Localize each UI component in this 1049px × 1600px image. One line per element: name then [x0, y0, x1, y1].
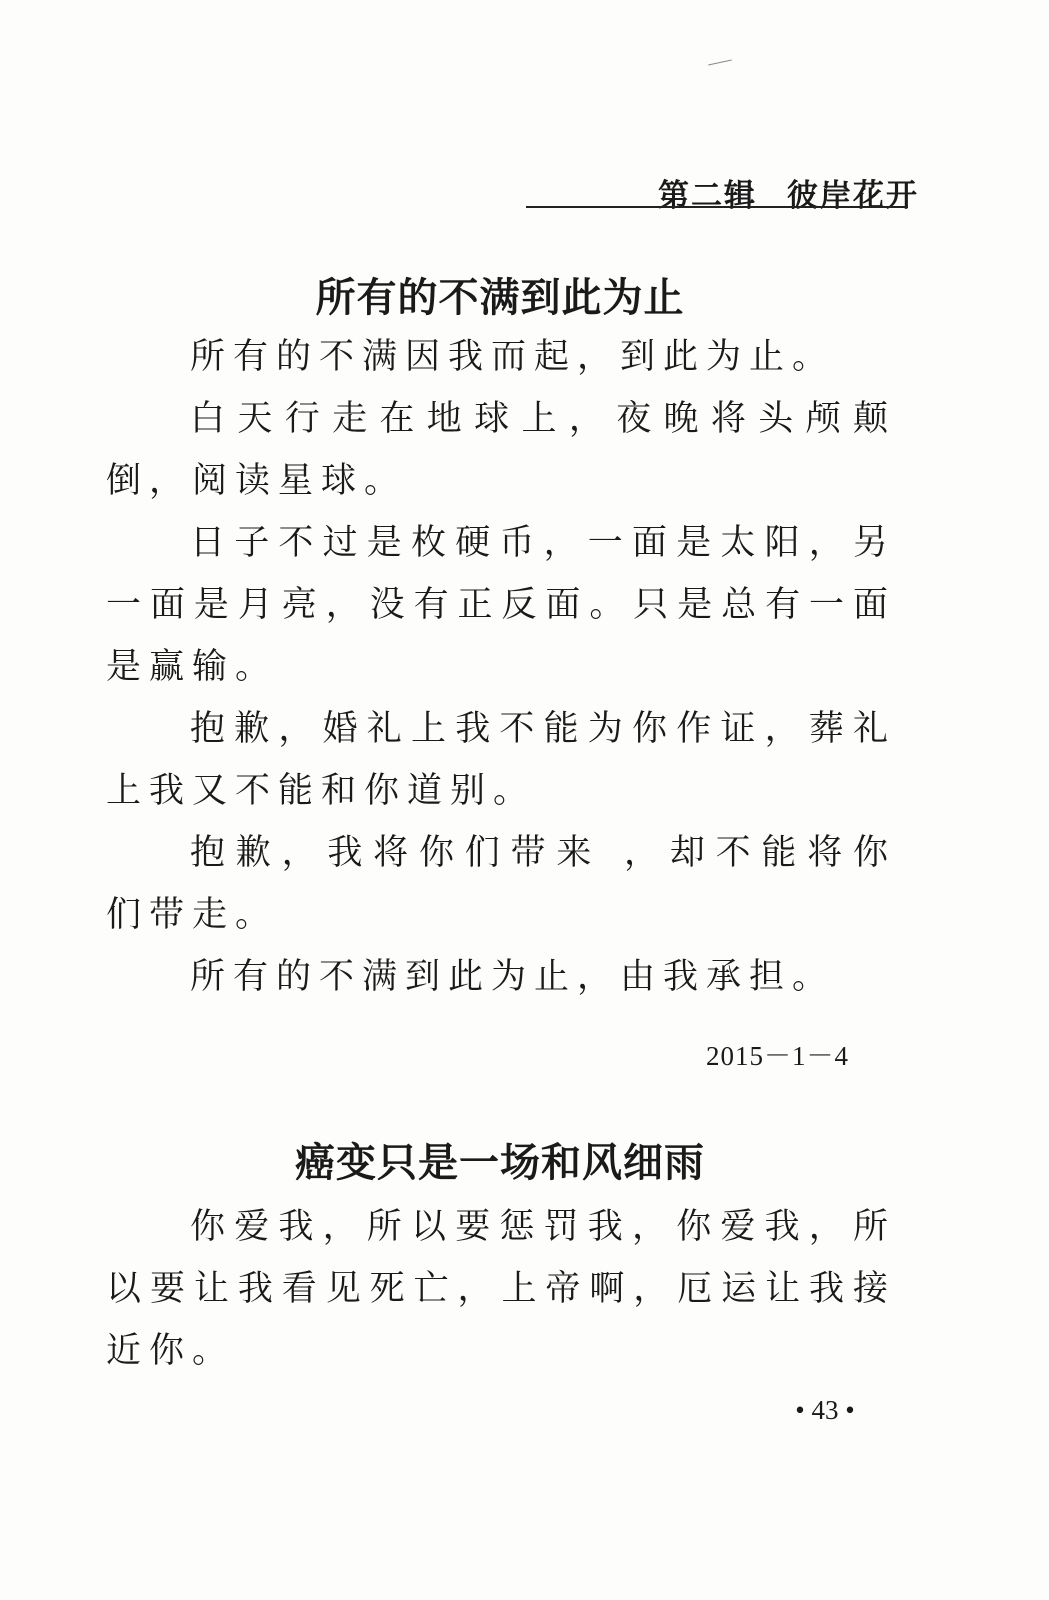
- section-body: [106, 326, 896, 1008]
- paragraph: 所有的不满到此为止，由我承担。: [190, 957, 836, 997]
- header-part: 第二辑: [658, 178, 757, 214]
- paragraph: 抱歉，婚礼上我不能为你作证，葬礼上我又不能和你道别。: [106, 709, 896, 811]
- paragraph: 抱歉，我将你们带来 ，却不能将你们带走。: [106, 833, 896, 935]
- paragraph: 日子不过是枚硬币，一面是太阳，另一面是月亮，没有正反面。只是总有一面是赢输。: [106, 523, 896, 687]
- running-header: [658, 170, 919, 215]
- paragraph: 你爱我，所以要惩罚我，你爱我，所以要让我看见死亡，上帝啊，厄运让我接近你。: [106, 1207, 896, 1371]
- section-title: 癌变只是一场和风细雨: [295, 1139, 705, 1186]
- scan-mark: [708, 60, 732, 66]
- paragraph: 所有的不满因我而起，到此为止。: [190, 337, 836, 377]
- page-number: • 43 •: [795, 1395, 855, 1425]
- section-body: [106, 1196, 896, 1382]
- paragraph: 白天行走在地球上，夜晚将头颅颠倒，阅读星球。: [106, 399, 896, 501]
- header-part-title: 彼岸花开: [787, 178, 919, 214]
- section-title: 所有的不满到此为止: [315, 274, 685, 321]
- header-rule: [526, 206, 908, 208]
- dateline: 2015－1－4: [706, 1041, 849, 1071]
